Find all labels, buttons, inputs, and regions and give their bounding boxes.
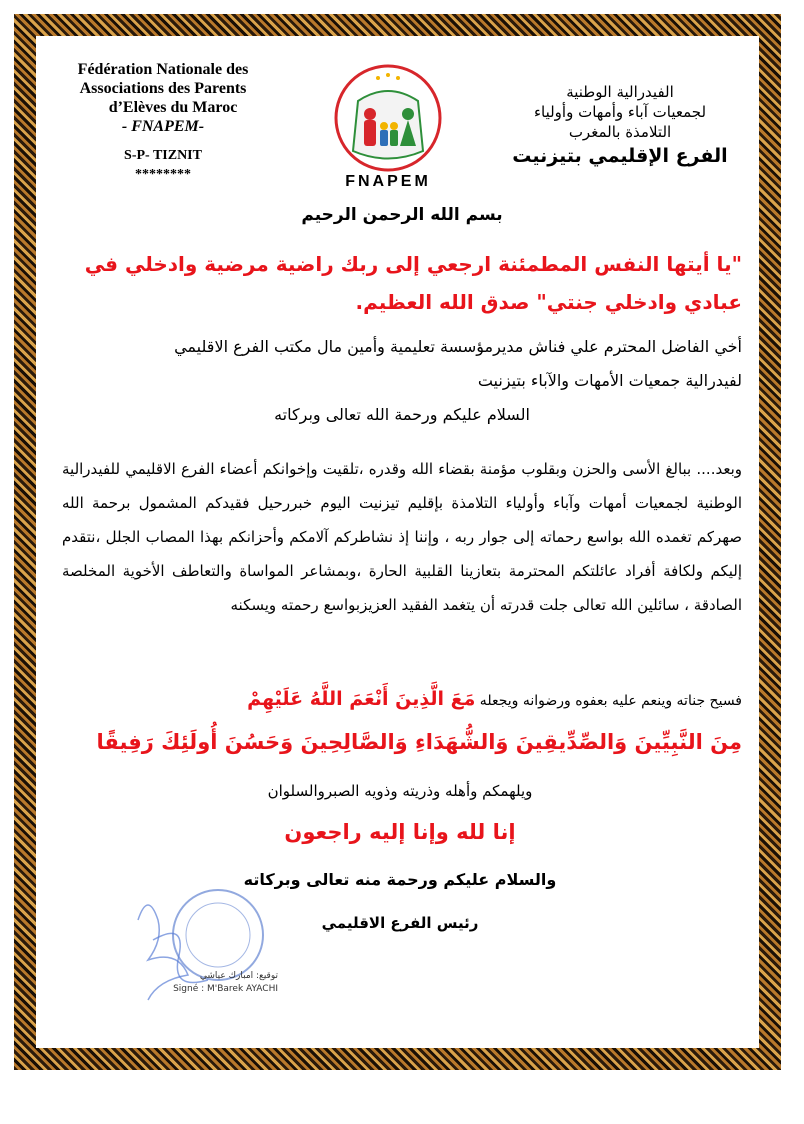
- section-tiznit: S-P- TIZNIT: [124, 148, 202, 163]
- fnapem-logo: [318, 56, 458, 196]
- prayer-line: [62, 686, 742, 714]
- federation-name-line2: Associations des Parents: [79, 80, 247, 97]
- federation-acronym: - FNAPEM-: [121, 118, 205, 135]
- prayer-verse: مَعَ الَّذِينَ أَنْعَمَ اللَّهُ عَلَيْهِمْ: [247, 688, 476, 710]
- condolence-paragraph: وبعد.... ببالغ الأسى والحزن وبقلوب مؤمنة بقضاء الله وقدره ،تلقيت وإخوانكم أعضاء الفرع الاقليمي للفيدرالية الوطنية لجمعيات أمهات وآباء وأولياء التلامذة بإقليم تيزنيت اليوم خبررحيل فقيدكم المشمول برحمة الله صهركم تغمده الله بواسع رحماته إلى جوار ربه ، وإننا إذ نشاطركم آلامكم وأحزانكم بهذا المصاب الجلل ،نتقدم إليكم ولكافة أفراد عائلتكم المحترمة بتعازينا القلبية الحارة ،وبمشاعر المواساة والتعاطف الأخوية المخلصة الصادقة ، سائلين الله تعالى جلت قدرته أن يتغمد الفقيد العزيزبواسع رحمته ويسكنه: [62, 460, 742, 614]
- quran-verse: "يا أيتها النفس المطمئنة ارجعي إلى ربك راضية مرضية وادخلي في عبادي وادخلي جنتي" صدق الله العظيم.: [84, 252, 742, 314]
- federation-name-line3: d’Elèves du Maroc: [108, 99, 238, 116]
- signature-latin: Signé : M'Barek AYACHI: [173, 984, 278, 994]
- signature-caption: [168, 970, 278, 996]
- quran-verse-2: مِنَ النَّبِيِّينَ وَالصِّدِّيقِينَ وَالشُّهَدَاءِ وَالصَّالِحِينَ وَحَسُنَ أُولَئِكَ رَفِيقًا: [96, 730, 742, 754]
- stars-separator: ********: [135, 167, 191, 182]
- addressee-line1: أخي الفاضل المحترم علي فناش مديرمؤسسة تعليمية وأمين مال مكتب الفرع الاقليمي: [174, 337, 742, 356]
- prayer-text: فسيح جناته وينعم عليه بعفوه ورضوانه ويجعله: [475, 693, 742, 709]
- inna-lillah: إنا لله وإنا إليه راجعون: [284, 820, 516, 844]
- condolence-closing: ويلهمكم وأهله وذريته وذويه الصبروالسلوان: [267, 782, 533, 800]
- stamp-and-signature: [118, 880, 268, 1030]
- federation-name-line1: Fédération Nationale des: [77, 61, 249, 78]
- signature-arabic: توقيع: امبارك عياشي: [199, 971, 278, 981]
- branch-name: الفرع الإقليمي بتيزنيت: [512, 145, 728, 167]
- closing-salam: والسلام عليكم ورحمة منه تعالى وبركاته: [243, 870, 557, 889]
- logo-acronym: FNAPEM: [345, 173, 431, 190]
- signatory-title: رئيس الفرع الاقليمي: [321, 914, 479, 932]
- basmala: بسم الله الرحمن الرحيم: [301, 205, 503, 225]
- addressee-line2: لفيدرالية جمعيات الأمهات والآباء بتيزنيت: [477, 371, 742, 390]
- addressee: [62, 330, 742, 432]
- header-arabic: [500, 82, 740, 166]
- federation-arabic-line3: التلامذة بالمغرب: [568, 123, 672, 141]
- federation-arabic-line2: لجمعيات آباء وأمهات وأولياء: [533, 103, 707, 121]
- greeting: السلام عليكم ورحمة الله تعالى وبركاته: [274, 405, 530, 424]
- header-french: [48, 60, 278, 184]
- federation-arabic-line1: الفيدرالية الوطنية: [566, 83, 674, 101]
